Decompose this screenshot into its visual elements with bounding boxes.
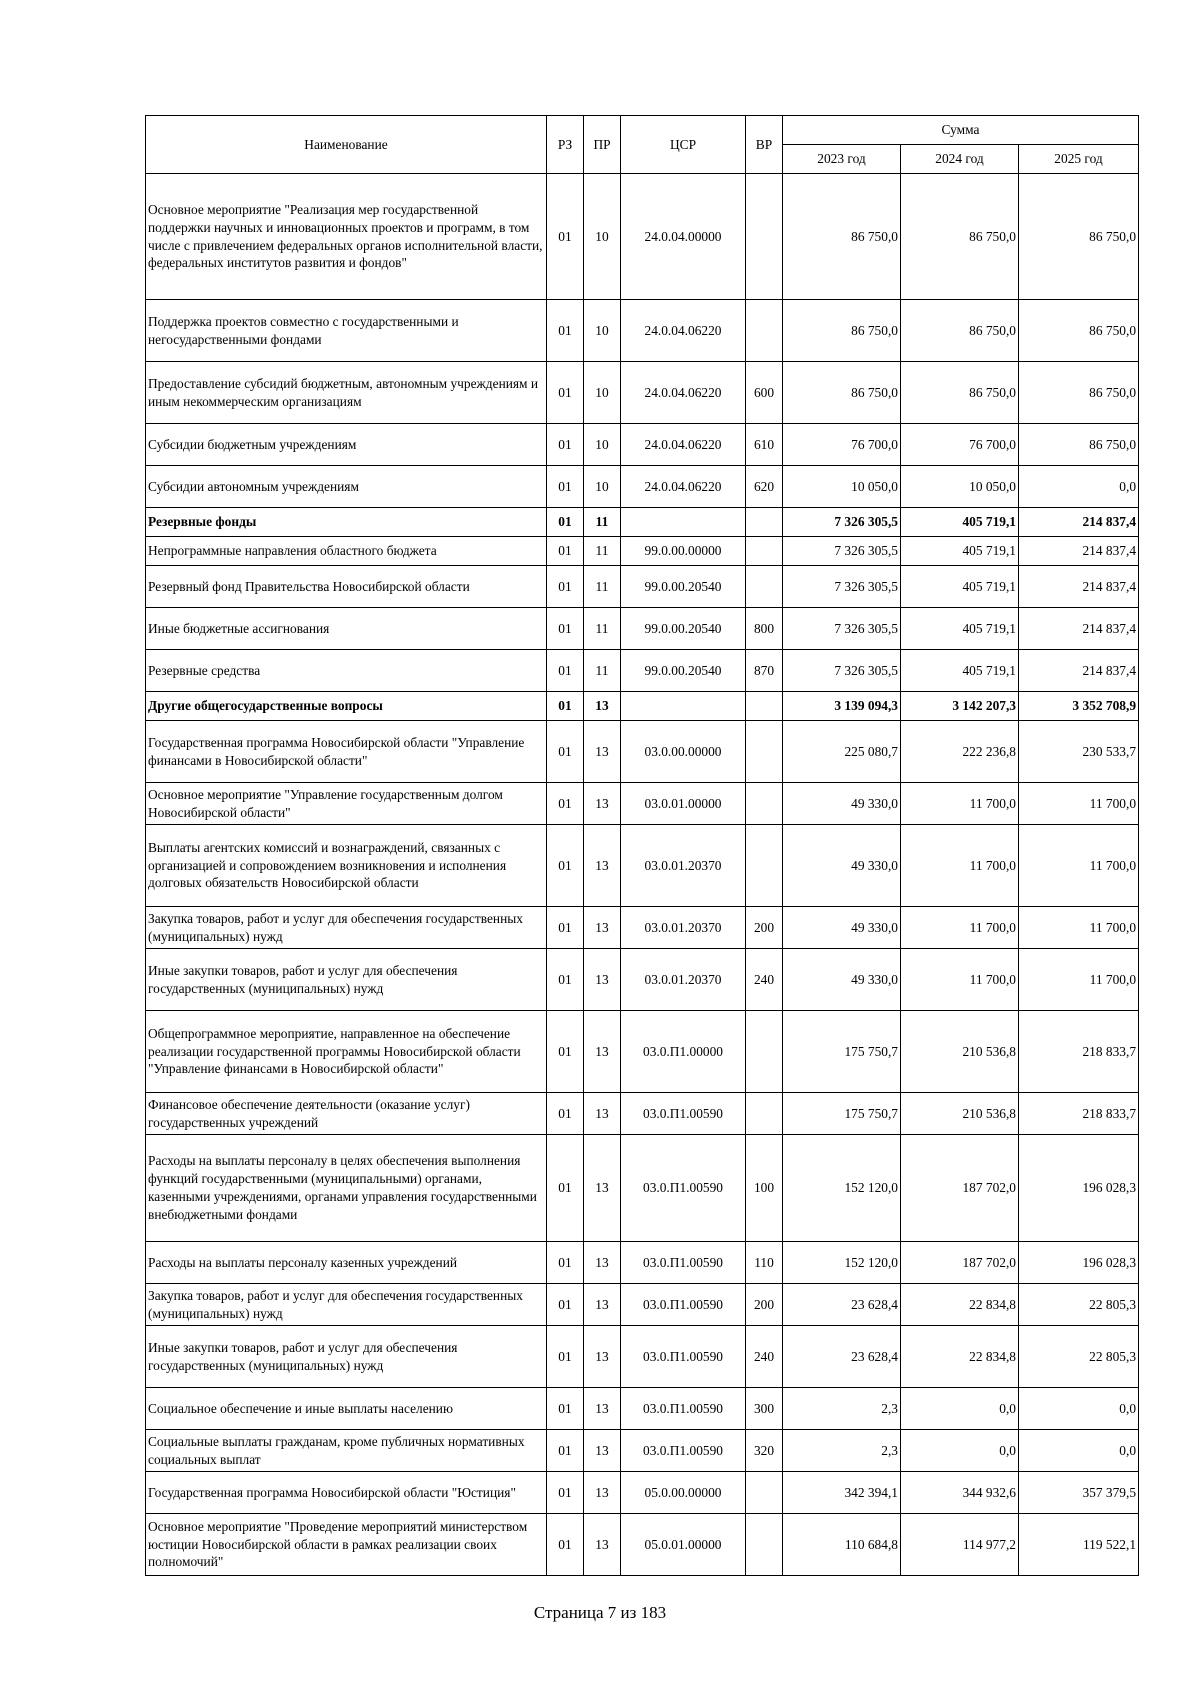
cell-name: Основное мероприятие "Реализация мер государственной поддержки научных и инновационных проектов и программ, в том числе с привлечением федеральных органов исполнительной власти, федеральных институтов развития и фондов" xyxy=(146,174,547,300)
cell-2024: 11 700,0 xyxy=(901,907,1019,949)
cell-2025: 214 837,4 xyxy=(1019,650,1139,692)
cell-csr: 05.0.01.00000 xyxy=(621,1514,746,1576)
cell-rz: 01 xyxy=(547,1326,584,1388)
cell-rz: 01 xyxy=(547,907,584,949)
cell-2025: 357 379,5 xyxy=(1019,1472,1139,1514)
table-row xyxy=(146,650,1139,692)
cell-2024: 0,0 xyxy=(901,1430,1019,1472)
cell-rz: 01 xyxy=(547,1284,584,1326)
cell-rz: 01 xyxy=(547,608,584,650)
cell-2024: 405 719,1 xyxy=(901,537,1019,566)
cell-vr xyxy=(746,1472,783,1514)
cell-vr xyxy=(746,566,783,608)
cell-2024: 0,0 xyxy=(901,1388,1019,1430)
cell-2023: 7 326 305,5 xyxy=(783,537,901,566)
cell-2024: 405 719,1 xyxy=(901,650,1019,692)
cell-2023: 342 394,1 xyxy=(783,1472,901,1514)
cell-2023: 49 330,0 xyxy=(783,907,901,949)
cell-2024: 405 719,1 xyxy=(901,566,1019,608)
cell-pr: 13 xyxy=(584,1514,621,1576)
cell-pr: 13 xyxy=(584,1388,621,1430)
page-number: Страница 7 из 183 xyxy=(533,1603,667,1622)
cell-pr: 10 xyxy=(584,362,621,424)
cell-name: Расходы на выплаты персоналу в целях обеспечения выполнения функций государственными (муниципальными) органами, казенными учреждениями, органами управления государственными внебюджетными фондами xyxy=(146,1135,547,1242)
cell-2025: 218 833,7 xyxy=(1019,1093,1139,1135)
cell-2025: 86 750,0 xyxy=(1019,362,1139,424)
cell-pr: 13 xyxy=(584,949,621,1011)
cell-2023: 225 080,7 xyxy=(783,721,901,783)
cell-vr: 100 xyxy=(746,1135,783,1242)
cell-2024: 10 050,0 xyxy=(901,466,1019,508)
cell-2025: 3 352 708,9 xyxy=(1019,692,1139,721)
cell-rz: 01 xyxy=(547,949,584,1011)
cell-name: Выплаты агентских комиссий и вознаграждений, связанных с организацией и сопровождением возникновения и исполнения долговых обязательств Новосибирской области xyxy=(146,825,547,907)
cell-2025: 11 700,0 xyxy=(1019,949,1139,1011)
cell-name: Резервные фонды xyxy=(146,508,547,537)
cell-vr: 320 xyxy=(746,1430,783,1472)
header-name: Наименование xyxy=(146,116,547,174)
cell-vr xyxy=(746,1093,783,1135)
table-row xyxy=(146,566,1139,608)
cell-2025: 11 700,0 xyxy=(1019,783,1139,825)
header-year-2023: 2023 год xyxy=(783,145,901,174)
cell-name: Основное мероприятие "Управление государственным долгом Новосибирской области" xyxy=(146,783,547,825)
cell-2024: 86 750,0 xyxy=(901,174,1019,300)
cell-2023: 3 139 094,3 xyxy=(783,692,901,721)
cell-2025: 0,0 xyxy=(1019,466,1139,508)
cell-pr: 13 xyxy=(584,1430,621,1472)
cell-pr: 10 xyxy=(584,174,621,300)
cell-vr xyxy=(746,721,783,783)
header-pr: ПР xyxy=(584,116,621,174)
cell-rz: 01 xyxy=(547,825,584,907)
cell-rz: 01 xyxy=(547,566,584,608)
cell-2025: 86 750,0 xyxy=(1019,174,1139,300)
cell-name: Государственная программа Новосибирской области "Управление финансами в Новосибирской области" xyxy=(146,721,547,783)
cell-csr: 03.0.П1.00590 xyxy=(621,1284,746,1326)
cell-2023: 10 050,0 xyxy=(783,466,901,508)
cell-name: Непрограммные направления областного бюджета xyxy=(146,537,547,566)
cell-name: Субсидии бюджетным учреждениям xyxy=(146,424,547,466)
cell-csr: 03.0.01.00000 xyxy=(621,783,746,825)
cell-2025: 119 522,1 xyxy=(1019,1514,1139,1576)
cell-vr: 110 xyxy=(746,1242,783,1284)
table-row xyxy=(146,362,1139,424)
cell-rz: 01 xyxy=(547,650,584,692)
cell-2024: 11 700,0 xyxy=(901,783,1019,825)
table-row xyxy=(146,1011,1139,1093)
cell-2025: 214 837,4 xyxy=(1019,566,1139,608)
cell-csr: 03.0.П1.00590 xyxy=(621,1326,746,1388)
cell-rz: 01 xyxy=(547,174,584,300)
cell-2025: 218 833,7 xyxy=(1019,1011,1139,1093)
cell-name: Финансовое обеспечение деятельности (оказание услуг) государственных учреждений xyxy=(146,1093,547,1135)
cell-2023: 86 750,0 xyxy=(783,174,901,300)
cell-2024: 344 932,6 xyxy=(901,1472,1019,1514)
cell-csr xyxy=(621,508,746,537)
cell-rz: 01 xyxy=(547,1388,584,1430)
cell-2023: 86 750,0 xyxy=(783,300,901,362)
cell-2023: 2,3 xyxy=(783,1388,901,1430)
cell-pr: 13 xyxy=(584,1011,621,1093)
cell-pr: 13 xyxy=(584,1472,621,1514)
cell-rz: 01 xyxy=(547,1472,584,1514)
cell-2024: 11 700,0 xyxy=(901,825,1019,907)
table-row xyxy=(146,424,1139,466)
cell-name: Резервные средства xyxy=(146,650,547,692)
cell-pr: 13 xyxy=(584,692,621,721)
cell-rz: 01 xyxy=(547,783,584,825)
header-year-2024: 2024 год xyxy=(901,145,1019,174)
cell-2024: 210 536,8 xyxy=(901,1093,1019,1135)
cell-2023: 49 330,0 xyxy=(783,783,901,825)
cell-2025: 0,0 xyxy=(1019,1388,1139,1430)
cell-vr xyxy=(746,300,783,362)
cell-rz: 01 xyxy=(547,508,584,537)
cell-2024: 222 236,8 xyxy=(901,721,1019,783)
cell-pr: 13 xyxy=(584,1135,621,1242)
cell-rz: 01 xyxy=(547,1093,584,1135)
cell-name: Социальные выплаты гражданам, кроме публичных нормативных социальных выплат xyxy=(146,1430,547,1472)
table-row xyxy=(146,608,1139,650)
cell-vr xyxy=(746,692,783,721)
cell-csr: 99.0.00.00000 xyxy=(621,537,746,566)
cell-2025: 22 805,3 xyxy=(1019,1284,1139,1326)
cell-vr: 240 xyxy=(746,949,783,1011)
cell-name: Основное мероприятие "Проведение мероприятий министерством юстиции Новосибирской области в рамках реализации своих полномочий" xyxy=(146,1514,547,1576)
cell-2024: 86 750,0 xyxy=(901,300,1019,362)
table-row xyxy=(146,466,1139,508)
cell-name: Резервный фонд Правительства Новосибирской области xyxy=(146,566,547,608)
table-row xyxy=(146,1472,1139,1514)
cell-vr: 800 xyxy=(746,608,783,650)
cell-name: Социальное обеспечение и иные выплаты населению xyxy=(146,1388,547,1430)
header-vr: ВР xyxy=(746,116,783,174)
cell-2023: 175 750,7 xyxy=(783,1093,901,1135)
cell-vr xyxy=(746,1011,783,1093)
cell-2023: 175 750,7 xyxy=(783,1011,901,1093)
cell-2025: 0,0 xyxy=(1019,1430,1139,1472)
cell-csr: 24.0.04.06220 xyxy=(621,300,746,362)
cell-csr: 05.0.00.00000 xyxy=(621,1472,746,1514)
cell-vr: 240 xyxy=(746,1326,783,1388)
cell-vr xyxy=(746,508,783,537)
cell-csr: 24.0.04.06220 xyxy=(621,424,746,466)
cell-rz: 01 xyxy=(547,1430,584,1472)
table-row xyxy=(146,1093,1139,1135)
cell-vr: 610 xyxy=(746,424,783,466)
cell-pr: 13 xyxy=(584,1284,621,1326)
cell-pr: 11 xyxy=(584,608,621,650)
cell-name: Закупка товаров, работ и услуг для обеспечения государственных (муниципальных) нужд xyxy=(146,907,547,949)
cell-csr: 03.0.01.20370 xyxy=(621,825,746,907)
cell-2024: 3 142 207,3 xyxy=(901,692,1019,721)
cell-vr xyxy=(746,174,783,300)
cell-2023: 7 326 305,5 xyxy=(783,608,901,650)
cell-2024: 187 702,0 xyxy=(901,1135,1019,1242)
cell-2023: 110 684,8 xyxy=(783,1514,901,1576)
cell-rz: 01 xyxy=(547,1242,584,1284)
cell-csr: 03.0.00.00000 xyxy=(621,721,746,783)
cell-rz: 01 xyxy=(547,537,584,566)
cell-2024: 210 536,8 xyxy=(901,1011,1019,1093)
cell-name: Предоставление субсидий бюджетным, автономным учреждениям и иным некоммерческим организациям xyxy=(146,362,547,424)
cell-pr: 11 xyxy=(584,650,621,692)
cell-rz: 01 xyxy=(547,1135,584,1242)
cell-2025: 86 750,0 xyxy=(1019,300,1139,362)
cell-csr: 24.0.04.00000 xyxy=(621,174,746,300)
cell-vr: 200 xyxy=(746,907,783,949)
cell-rz: 01 xyxy=(547,362,584,424)
header-rz: РЗ xyxy=(547,116,584,174)
cell-csr: 03.0.П1.00590 xyxy=(621,1135,746,1242)
cell-rz: 01 xyxy=(547,466,584,508)
cell-2025: 214 837,4 xyxy=(1019,608,1139,650)
cell-2024: 76 700,0 xyxy=(901,424,1019,466)
cell-pr: 10 xyxy=(584,424,621,466)
table-row xyxy=(146,508,1139,537)
cell-vr: 870 xyxy=(746,650,783,692)
table-row xyxy=(146,300,1139,362)
cell-2025: 230 533,7 xyxy=(1019,721,1139,783)
cell-name: Расходы на выплаты персоналу казенных учреждений xyxy=(146,1242,547,1284)
cell-2025: 214 837,4 xyxy=(1019,508,1139,537)
cell-pr: 13 xyxy=(584,1242,621,1284)
cell-pr: 13 xyxy=(584,783,621,825)
table-row xyxy=(146,907,1139,949)
table-body xyxy=(146,174,1139,1576)
cell-pr: 13 xyxy=(584,1093,621,1135)
cell-csr: 03.0.01.20370 xyxy=(621,907,746,949)
cell-pr: 11 xyxy=(584,566,621,608)
cell-2024: 405 719,1 xyxy=(901,508,1019,537)
cell-pr: 13 xyxy=(584,825,621,907)
cell-2025: 11 700,0 xyxy=(1019,825,1139,907)
cell-name: Закупка товаров, работ и услуг для обеспечения государственных (муниципальных) нужд xyxy=(146,1284,547,1326)
budget-table xyxy=(145,115,1139,1576)
cell-2023: 23 628,4 xyxy=(783,1284,901,1326)
table-row xyxy=(146,783,1139,825)
cell-name: Иные закупки товаров, работ и услуг для обеспечения государственных (муниципальных) нужд xyxy=(146,949,547,1011)
cell-vr: 200 xyxy=(746,1284,783,1326)
cell-name: Государственная программа Новосибирской области "Юстиция" xyxy=(146,1472,547,1514)
table-row xyxy=(146,1388,1139,1430)
table-row xyxy=(146,537,1139,566)
table-row xyxy=(146,1135,1139,1242)
cell-rz: 01 xyxy=(547,424,584,466)
table-row xyxy=(146,1430,1139,1472)
cell-name: Поддержка проектов совместно с государственными и негосударственными фондами xyxy=(146,300,547,362)
cell-csr: 03.0.П1.00000 xyxy=(621,1011,746,1093)
cell-csr: 03.0.01.20370 xyxy=(621,949,746,1011)
cell-rz: 01 xyxy=(547,1514,584,1576)
table-row xyxy=(146,174,1139,300)
cell-csr: 99.0.00.20540 xyxy=(621,650,746,692)
cell-2023: 86 750,0 xyxy=(783,362,901,424)
cell-csr: 03.0.П1.00590 xyxy=(621,1430,746,1472)
cell-csr: 03.0.П1.00590 xyxy=(621,1242,746,1284)
cell-vr xyxy=(746,1514,783,1576)
cell-2023: 76 700,0 xyxy=(783,424,901,466)
cell-csr: 24.0.04.06220 xyxy=(621,362,746,424)
table-row xyxy=(146,692,1139,721)
cell-2023: 49 330,0 xyxy=(783,949,901,1011)
cell-csr: 99.0.00.20540 xyxy=(621,608,746,650)
header-csr: ЦСР xyxy=(621,116,746,174)
cell-pr: 13 xyxy=(584,721,621,783)
cell-csr xyxy=(621,692,746,721)
cell-2024: 11 700,0 xyxy=(901,949,1019,1011)
cell-pr: 10 xyxy=(584,466,621,508)
cell-2025: 22 805,3 xyxy=(1019,1326,1139,1388)
cell-vr xyxy=(746,825,783,907)
cell-2025: 214 837,4 xyxy=(1019,537,1139,566)
cell-2025: 86 750,0 xyxy=(1019,424,1139,466)
cell-name: Иные закупки товаров, работ и услуг для обеспечения государственных (муниципальных) нужд xyxy=(146,1326,547,1388)
cell-vr: 620 xyxy=(746,466,783,508)
cell-name: Иные бюджетные ассигнования xyxy=(146,608,547,650)
table-row xyxy=(146,949,1139,1011)
header-year-2025: 2025 год xyxy=(1019,145,1139,174)
cell-2023: 23 628,4 xyxy=(783,1326,901,1388)
cell-pr: 13 xyxy=(584,1326,621,1388)
cell-vr: 600 xyxy=(746,362,783,424)
cell-pr: 13 xyxy=(584,907,621,949)
cell-2023: 2,3 xyxy=(783,1430,901,1472)
cell-2025: 196 028,3 xyxy=(1019,1135,1139,1242)
cell-vr: 300 xyxy=(746,1388,783,1430)
table-row xyxy=(146,1514,1139,1576)
cell-2024: 86 750,0 xyxy=(901,362,1019,424)
cell-2023: 152 120,0 xyxy=(783,1242,901,1284)
cell-2023: 152 120,0 xyxy=(783,1135,901,1242)
cell-2024: 22 834,8 xyxy=(901,1326,1019,1388)
cell-name: Общепрограммное мероприятие, направленное на обеспечение реализации государственной программы Новосибирской области "Управление финансами в Новосибирской области" xyxy=(146,1011,547,1093)
table-row xyxy=(146,721,1139,783)
cell-name: Другие общегосударственные вопросы xyxy=(146,692,547,721)
cell-csr: 03.0.П1.00590 xyxy=(621,1388,746,1430)
cell-csr: 24.0.04.06220 xyxy=(621,466,746,508)
cell-pr: 11 xyxy=(584,537,621,566)
cell-2024: 22 834,8 xyxy=(901,1284,1019,1326)
cell-vr xyxy=(746,537,783,566)
cell-rz: 01 xyxy=(547,1011,584,1093)
table-row xyxy=(146,1284,1139,1326)
cell-2023: 7 326 305,5 xyxy=(783,508,901,537)
header-sum: Сумма xyxy=(783,116,1139,145)
cell-2023: 49 330,0 xyxy=(783,825,901,907)
cell-rz: 01 xyxy=(547,300,584,362)
cell-2023: 7 326 305,5 xyxy=(783,650,901,692)
cell-rz: 01 xyxy=(547,692,584,721)
cell-2024: 187 702,0 xyxy=(901,1242,1019,1284)
table-row xyxy=(146,1326,1139,1388)
cell-csr: 03.0.П1.00590 xyxy=(621,1093,746,1135)
table-row xyxy=(146,1242,1139,1284)
header-row-top xyxy=(146,116,1139,145)
cell-name: Субсидии автономным учреждениям xyxy=(146,466,547,508)
table-row xyxy=(146,825,1139,907)
cell-pr: 11 xyxy=(584,508,621,537)
cell-2023: 7 326 305,5 xyxy=(783,566,901,608)
cell-vr xyxy=(746,783,783,825)
cell-2024: 405 719,1 xyxy=(901,608,1019,650)
cell-2024: 114 977,2 xyxy=(901,1514,1019,1576)
cell-2025: 11 700,0 xyxy=(1019,907,1139,949)
cell-pr: 10 xyxy=(584,300,621,362)
cell-csr: 99.0.00.20540 xyxy=(621,566,746,608)
cell-2025: 196 028,3 xyxy=(1019,1242,1139,1284)
cell-rz: 01 xyxy=(547,721,584,783)
